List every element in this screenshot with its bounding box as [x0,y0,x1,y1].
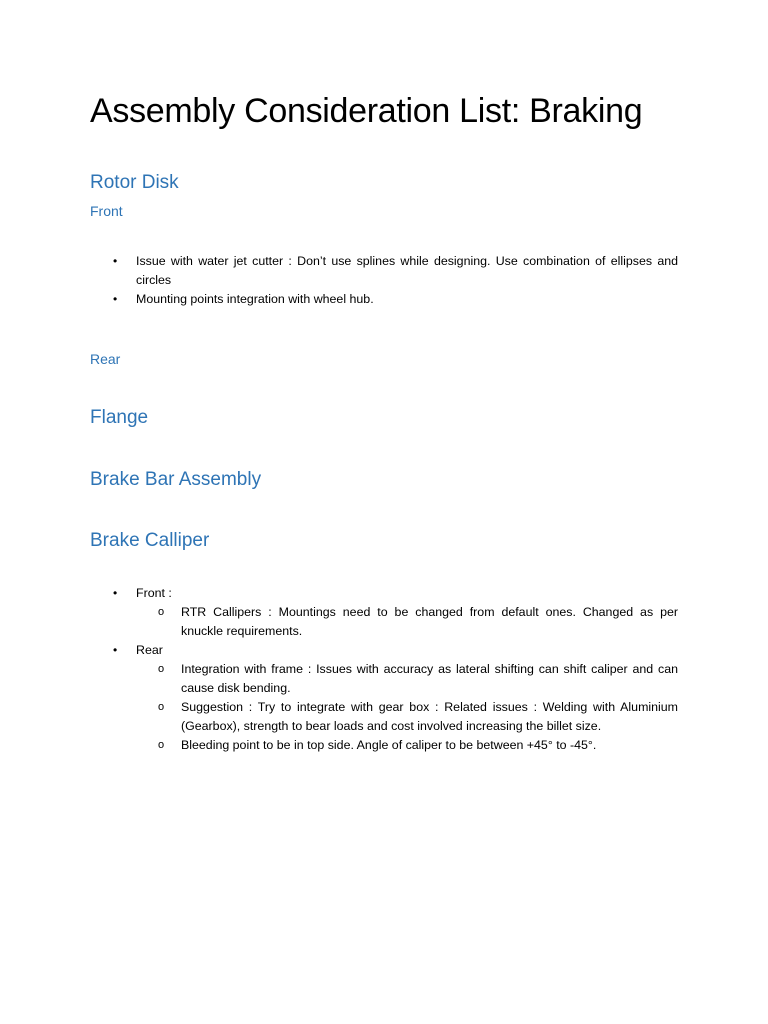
circle-bullet-icon: o [158,663,165,675]
circle-bullet-icon: o [158,701,165,713]
list-item-text: Mounting points integration with wheel hub. [136,292,374,306]
bullet-icon: • [113,643,118,657]
list-item-rear [113,641,678,660]
bullet-icon: • [113,254,118,268]
heading-flange: Flange [90,407,149,428]
brake-calliper-list [0,584,768,755]
bullet-icon: • [113,292,118,306]
circle-bullet-icon: o [158,606,165,618]
sub-list-item-text: RTR Callipers : Mountings need to be changed from default ones. Changed as per knuckle requirements. [181,605,678,638]
heading-brake-bar-assembly: Brake Bar Assembly [90,469,262,490]
document-title: Assembly Consideration List: Braking [90,92,643,130]
sub-list-item [158,736,678,755]
list-item-text: Rear [136,643,163,657]
circle-bullet-icon: o [158,739,165,751]
sub-list-item [158,603,678,641]
list-item-text: Front : [136,586,172,600]
rotor-front-list [0,252,768,309]
list-item [113,290,678,309]
subheading-rotor-rear: Rear [90,351,121,367]
subheading-rotor-front: Front [90,203,123,219]
list-item-text: Issue with water jet cutter : Don’t use splines while designing. Use combination of ellipses and circles [136,254,678,287]
sub-list-item [158,660,678,698]
list-item-front [113,584,678,603]
heading-brake-calliper: Brake Calliper [90,530,210,551]
bullet-icon: • [113,586,118,600]
list-item [113,252,678,290]
sub-list-item [158,698,678,736]
sub-list-item-text: Suggestion : Try to integrate with gear box : Related issues : Welding with Aluminium (Gearbox), strength to bear loads and cost involved increasing the billet size. [181,700,678,733]
sub-list-item-text: Bleeding point to be in top side. Angle of caliper to be between +45° to -45°. [181,738,597,752]
sub-list-item-text: Integration with frame : Issues with accuracy as lateral shifting can shift caliper and can cause disk bending. [181,662,678,695]
heading-rotor-disk: Rotor Disk [90,172,179,193]
